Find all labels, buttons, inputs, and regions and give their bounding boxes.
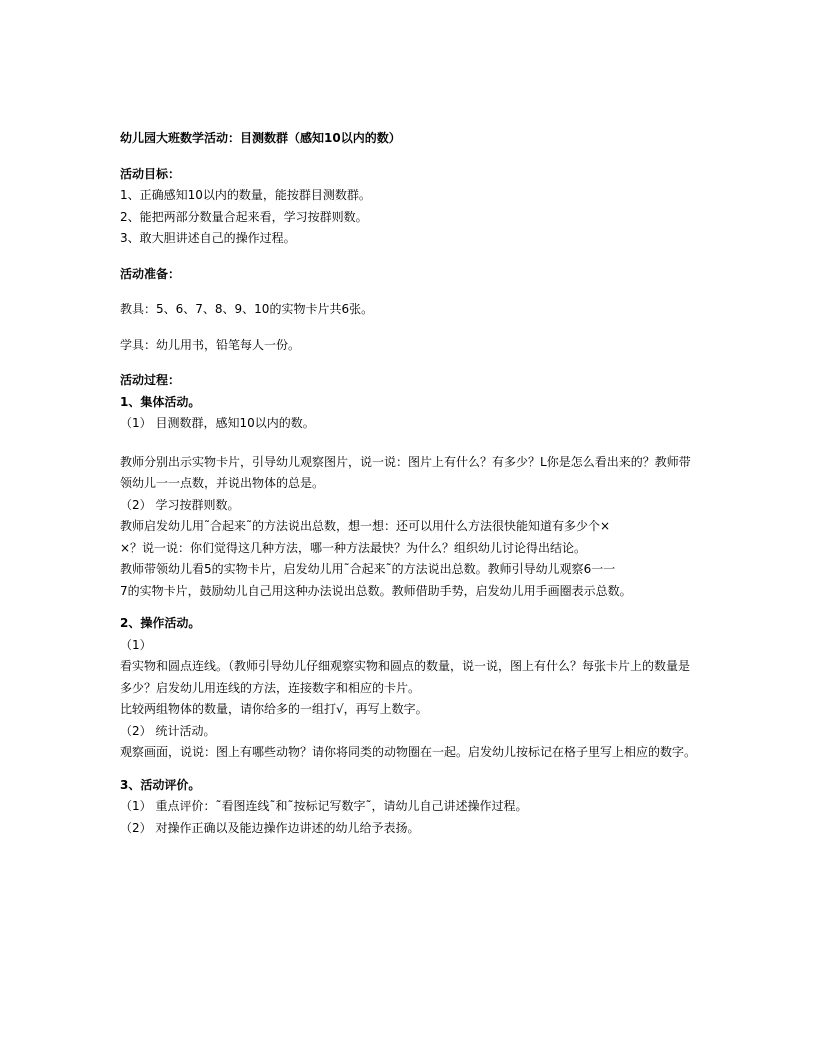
section2-sub2: （2） 统计活动。: [120, 723, 216, 738]
process-heading: 活动过程：: [120, 373, 181, 387]
section2-heading: 2、操作活动。: [120, 616, 201, 630]
section1-para1-line: 领幼儿一一点数，并说出物体的总是。: [120, 476, 325, 490]
section1-para1-line: 教师分别出示实物卡片，引导幼儿观察图片，说一说：图片上有什么？有多少？L你是怎么看出来的？教师带: [120, 454, 691, 469]
section1-sub1: （1） 目测数群，感知10以内的数。: [120, 416, 315, 430]
document-body: [120, 128, 710, 839]
section1-para3-line: 教师带领幼儿看5的实物卡片，启发幼儿用˜合起来˜的方法说出总数。教师引导幼儿观察6一一: [120, 562, 616, 576]
section1-heading: 1、集体活动。: [120, 394, 201, 409]
section3-heading: 3、活动评价。: [120, 777, 201, 792]
goal-item: 1、正确感知10以内的数量，能按群目测数群。: [120, 188, 371, 202]
preparation-heading: 活动准备：: [120, 266, 181, 281]
section3-item: （2） 对操作正确以及能边操作边讲述的幼儿给予表扬。: [120, 820, 420, 835]
section2-para1-line: 看实物和圆点连线。（教师引导幼儿仔细观察实物和圆点的数量，说一说，图上有什么？每张卡片上的数量是: [120, 659, 691, 673]
section3-item: （1） 重点评价：˜看图连线˜和˜按标记写数字˜，请幼儿自己讲述操作过程。: [120, 799, 528, 813]
section1-para2-line: ×？说一说：你们觉得这几种方法，哪一种方法最快？为什么？组织幼儿讨论得出结论。: [120, 540, 587, 555]
section2-para3: 观察画面，说说：图上有哪些动物？请你将同类的动物圈在一起。启发幼儿按标记在格子里写上相应的数字。: [120, 745, 697, 759]
document-title: 幼儿园大班数学活动：目测数群（感知10以内的数）: [120, 131, 401, 145]
section1-para2-line: 教师启发幼儿用˜合起来˜的方法说出总数，想一想：还可以用什么方法很快能知道有多少个×: [120, 519, 611, 533]
section2-para2: 比较两组物体的数量，请你给多的一组打√，再写上数字。: [120, 702, 428, 716]
section1-sub2: （2） 学习按群则数。: [120, 497, 240, 512]
goal-item: 2、能把两部分数量合起来看，学习按群则数。: [120, 209, 368, 224]
section2-para1-line: 多少？启发幼儿用连线的方法，连接数字和相应的卡片。: [120, 680, 421, 695]
goal-item: 3、敢大胆讲述自己的操作过程。: [120, 231, 296, 245]
section2-sub1: （1）: [120, 637, 152, 652]
goals-heading: 活动目标：: [120, 166, 181, 181]
teacher-tools: 教具：5、6、7、8、9、10的实物卡片共6张。: [120, 302, 374, 316]
section1-para3-line: 7的实物卡片，鼓励幼儿自己用这种办法说出总数。教师借助手势，启发幼儿用手画圈表示总数。: [120, 583, 632, 598]
student-tools: 学具：幼儿用书，铅笔每人一份。: [120, 337, 301, 352]
